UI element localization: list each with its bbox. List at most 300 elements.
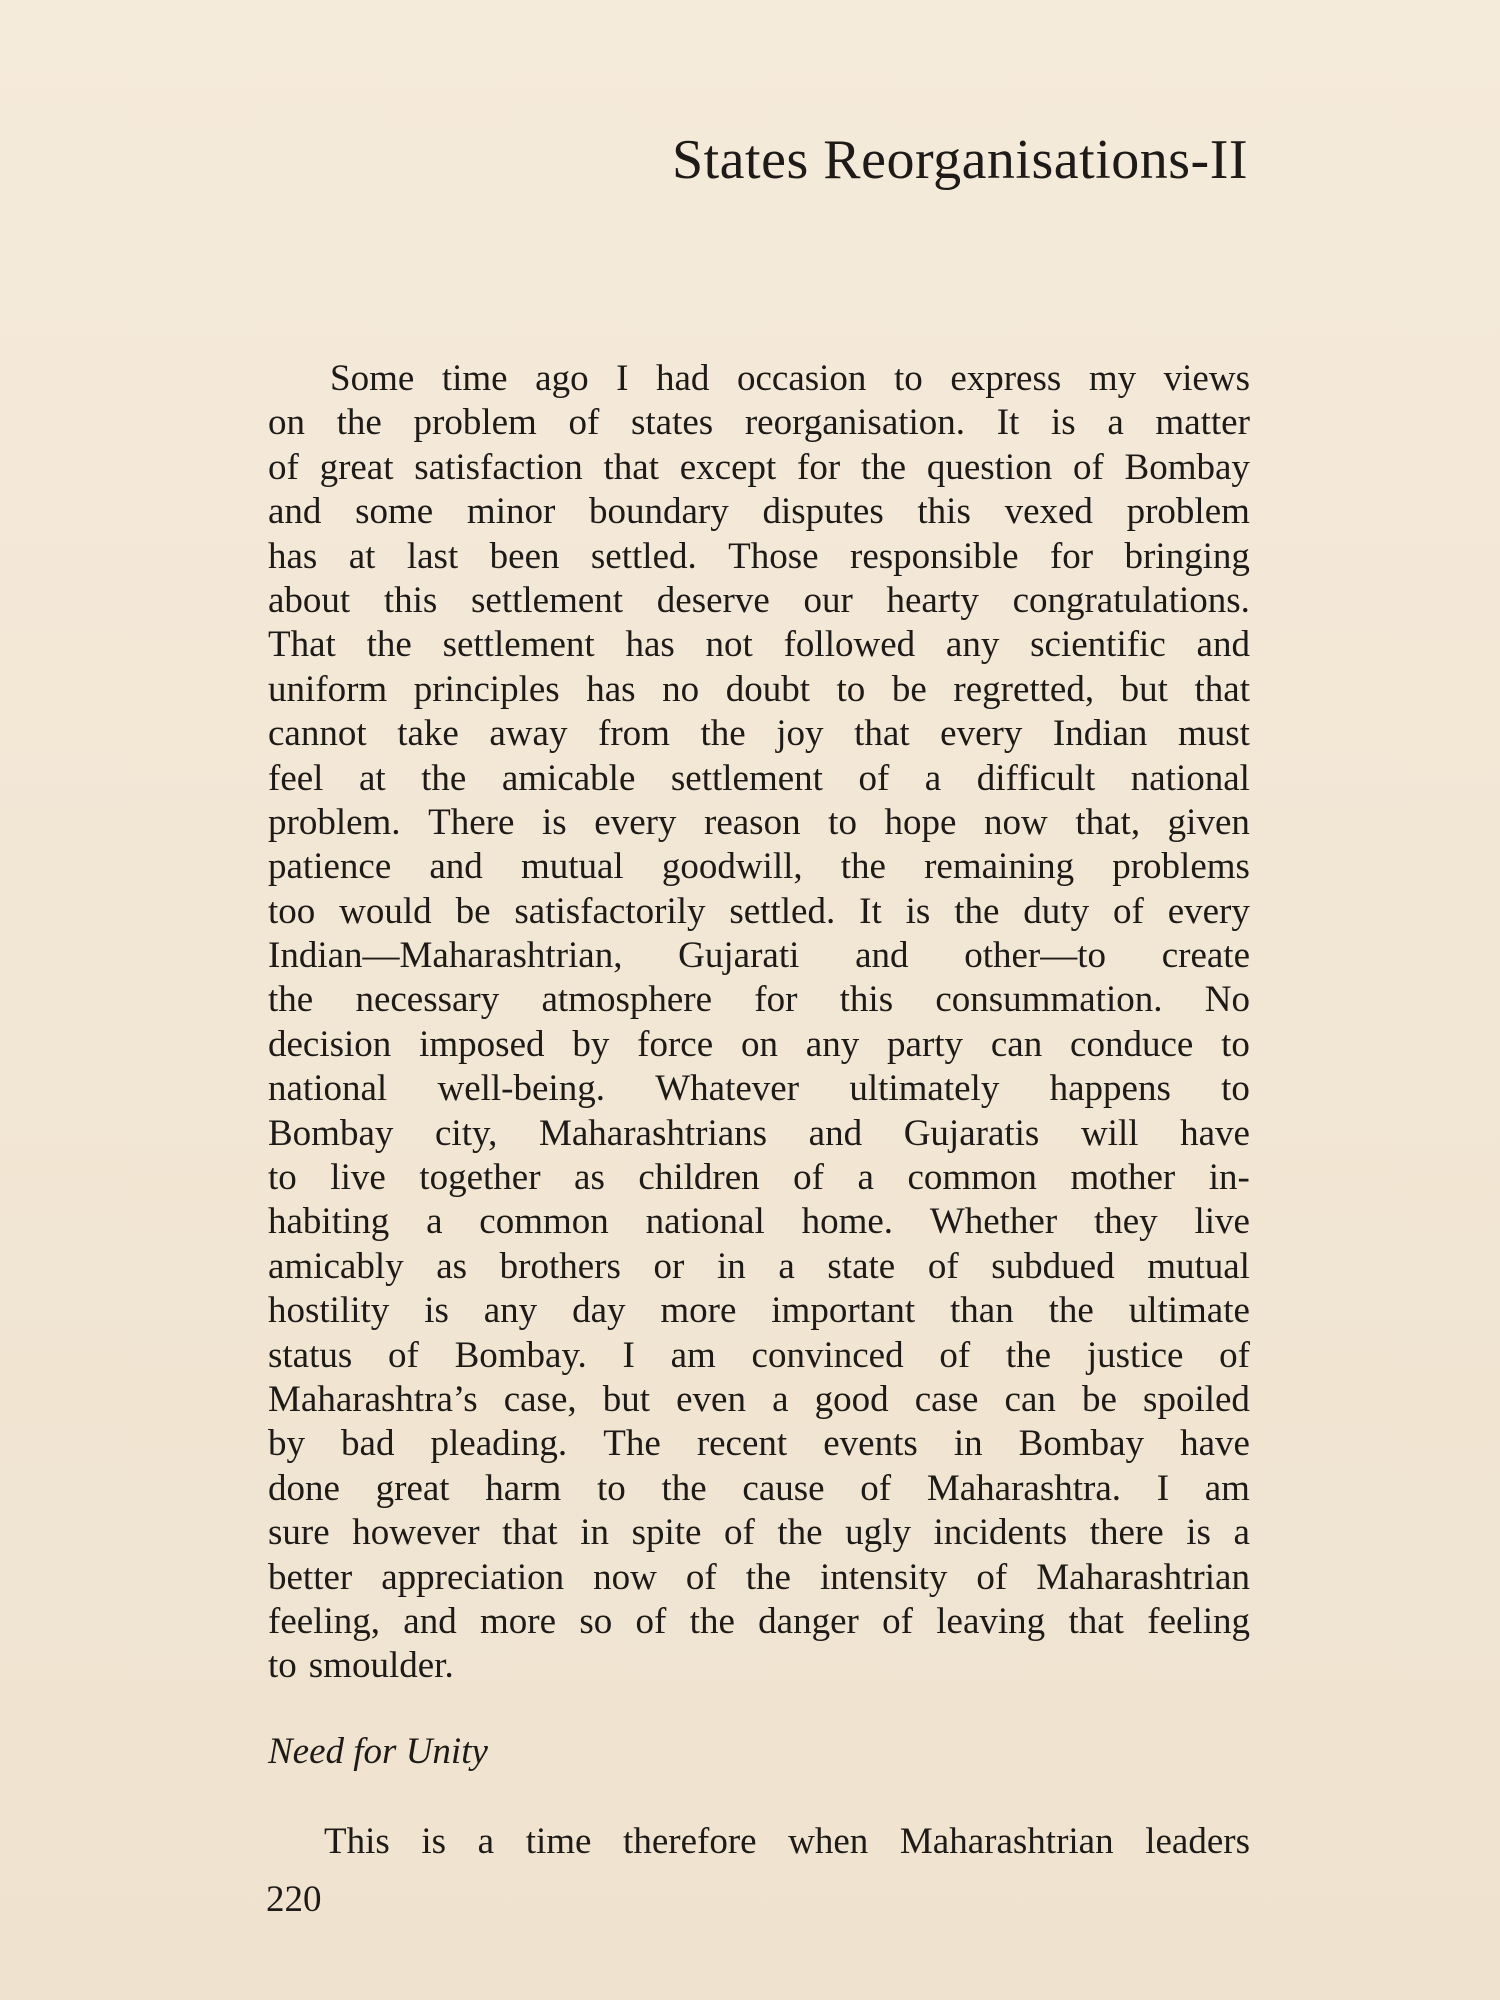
word: the: [1048, 1290, 1094, 1332]
text-line: [268, 1067, 1250, 1111]
word: great: [319, 446, 394, 488]
text-line: [268, 357, 1250, 401]
word: the: [336, 402, 382, 444]
word: and: [855, 935, 909, 977]
word: habiting: [268, 1201, 390, 1243]
word: can: [990, 1023, 1043, 1065]
word: every: [1167, 890, 1250, 932]
word: of: [1112, 890, 1144, 932]
word: away: [489, 713, 568, 755]
word: the: [661, 1467, 707, 1509]
word: that: [502, 1512, 558, 1554]
word: incidents: [933, 1512, 1068, 1554]
word: of: [939, 1334, 971, 1376]
word: is: [1186, 1512, 1211, 1554]
word: more: [480, 1600, 557, 1642]
word: of: [568, 402, 600, 444]
word: of: [685, 1556, 717, 1598]
word: necessary: [355, 979, 500, 1021]
text-line: [268, 1422, 1250, 1466]
word: city,: [435, 1112, 498, 1154]
word: am: [670, 1334, 716, 1376]
section-heading: Need for Unity: [268, 1731, 488, 1772]
word: pleading.: [430, 1423, 568, 1465]
word: It: [996, 402, 1020, 444]
word: in: [716, 1245, 746, 1287]
word: the: [421, 757, 467, 799]
word: the: [860, 446, 907, 488]
word: ultimate: [1128, 1290, 1250, 1332]
text-line: [268, 1820, 1250, 1864]
paragraph-1: [268, 357, 1250, 1689]
word: has: [625, 624, 675, 666]
word: as: [436, 1245, 468, 1287]
word: Gujaratis: [903, 1112, 1040, 1154]
word: of: [927, 1245, 959, 1287]
word: a: [477, 1821, 495, 1862]
word: of: [860, 1467, 892, 1509]
text-line: [268, 1023, 1250, 1067]
word: feeling,: [268, 1600, 380, 1642]
word: national: [645, 1201, 765, 1243]
word: of: [858, 757, 890, 799]
word: bringing: [1124, 535, 1250, 577]
text-line: [268, 845, 1250, 889]
text-line: [268, 1511, 1250, 1555]
word: but: [602, 1378, 651, 1420]
word: than: [950, 1290, 1014, 1332]
word: our: [803, 579, 853, 621]
text-line: [268, 934, 1250, 978]
word: too: [268, 890, 316, 932]
word: Bombay: [268, 1112, 394, 1154]
word: leaders: [1145, 1821, 1250, 1862]
word: events: [823, 1423, 918, 1465]
paragraph-2: [268, 1820, 1250, 1864]
word: occasion: [736, 358, 867, 399]
word: so: [579, 1600, 613, 1642]
word: is: [905, 890, 931, 932]
word: every: [940, 713, 1023, 755]
word: the: [954, 890, 1000, 932]
word: doubt: [725, 668, 810, 710]
word: have: [1180, 1112, 1250, 1154]
word: leaving: [936, 1600, 1046, 1642]
word: a: [778, 1245, 795, 1287]
word: It: [859, 890, 882, 932]
text-line: [268, 1245, 1250, 1289]
word: Indian—Maharashtrian,: [268, 935, 623, 977]
word: The: [603, 1423, 661, 1465]
word: together: [419, 1157, 541, 1199]
word: spite: [631, 1512, 702, 1554]
word: now: [984, 801, 1048, 843]
word: atmosphere: [541, 979, 713, 1021]
word: No: [1204, 979, 1250, 1021]
word: ugly: [845, 1512, 911, 1554]
word: be: [891, 668, 927, 710]
word: amicably: [268, 1245, 404, 1287]
word: Maharashtra’s: [268, 1378, 478, 1420]
word: this: [917, 491, 971, 533]
word: duty: [1023, 890, 1090, 932]
word: home.: [801, 1201, 894, 1243]
word: any: [945, 624, 1000, 666]
word: a: [857, 1157, 874, 1199]
page-title: States Reorganisations-II: [671, 129, 1248, 191]
word: imposed: [419, 1023, 545, 1065]
word: be: [1082, 1378, 1117, 1420]
word: some: [355, 491, 434, 533]
word: satisfaction: [414, 446, 583, 488]
word: of: [1219, 1334, 1250, 1376]
text-line: [268, 712, 1250, 756]
word: bad: [341, 1423, 395, 1465]
word: vexed: [1004, 491, 1093, 533]
word: feel: [268, 757, 324, 799]
word: subdued: [991, 1245, 1115, 1287]
word: Whether: [929, 1201, 1058, 1243]
word: in: [580, 1512, 609, 1554]
word: ago: [535, 358, 589, 399]
word: any: [483, 1290, 538, 1332]
word: followed: [783, 624, 916, 666]
word: goodwill,: [661, 846, 803, 888]
word: problems: [1112, 846, 1250, 888]
word: mother: [1070, 1157, 1176, 1199]
word: more: [660, 1290, 737, 1332]
word: cannot: [268, 713, 367, 755]
word: a: [772, 1378, 789, 1420]
word: last: [406, 535, 459, 577]
text-line: [268, 1334, 1250, 1378]
text-line: [268, 579, 1250, 623]
word: disputes: [762, 491, 884, 533]
word: a: [1107, 402, 1124, 444]
word: views: [1163, 358, 1250, 399]
word: mutual: [1147, 1245, 1250, 1287]
word: harm: [485, 1467, 562, 1509]
word: other—to: [964, 935, 1107, 977]
word: Gujarati: [678, 935, 800, 977]
word: to: [268, 1645, 297, 1687]
word: by: [268, 1423, 305, 1465]
word: for: [1049, 535, 1094, 577]
word: happens: [1049, 1068, 1171, 1110]
word: there: [1089, 1512, 1164, 1554]
word: my: [1088, 358, 1137, 399]
text-line: [268, 1556, 1250, 1600]
text-line: [268, 1644, 1250, 1688]
word: is: [424, 1290, 449, 1332]
text-line: [268, 1112, 1250, 1156]
word: Maharashtra.: [926, 1467, 1121, 1509]
word: of: [388, 1334, 419, 1376]
word: except: [679, 446, 777, 488]
word: to: [893, 358, 923, 399]
word: of: [793, 1157, 824, 1199]
word: Some: [330, 358, 415, 399]
word: or: [653, 1245, 685, 1287]
word: difficult: [976, 757, 1096, 799]
word: case,: [503, 1378, 577, 1420]
word: good: [814, 1378, 889, 1420]
word: that: [603, 446, 659, 488]
text-line: [268, 1600, 1250, 1644]
word: take: [397, 713, 459, 755]
word: has: [586, 668, 636, 710]
word: that: [854, 713, 910, 755]
word: to: [268, 1157, 297, 1199]
text-line: [268, 1156, 1250, 1200]
word: I: [1156, 1467, 1170, 1509]
word: have: [1180, 1423, 1250, 1465]
word: of: [635, 1600, 667, 1642]
word: states: [630, 402, 714, 444]
word: settled.: [729, 890, 836, 932]
word: Those: [728, 535, 819, 577]
word: has: [268, 535, 318, 577]
word: a: [1233, 1512, 1250, 1554]
word: must: [1178, 713, 1250, 755]
word: minor: [466, 491, 556, 533]
word: however: [352, 1512, 480, 1554]
word: about: [268, 579, 351, 621]
word: not: [705, 624, 753, 666]
word: uniform: [268, 668, 388, 710]
word: in: [953, 1423, 983, 1465]
word: hope: [884, 801, 957, 843]
word: that: [1068, 1600, 1124, 1642]
word: of: [724, 1512, 755, 1554]
word: boundary: [589, 491, 729, 533]
word: Maharashtrians: [538, 1112, 768, 1154]
word: and: [808, 1112, 863, 1154]
text-line: [268, 668, 1250, 712]
word: better: [268, 1556, 353, 1598]
word: Indian: [1052, 713, 1148, 755]
word: by: [572, 1023, 610, 1065]
word: of: [976, 1556, 1008, 1598]
text-line: [268, 535, 1250, 579]
word: time: [441, 358, 508, 399]
word: great: [375, 1467, 450, 1509]
word: on: [740, 1023, 778, 1065]
word: Maharashtrian: [1036, 1556, 1250, 1598]
word: to: [1221, 1068, 1250, 1110]
word: mutual: [520, 846, 624, 888]
word: now: [593, 1556, 657, 1598]
word: and: [268, 491, 322, 533]
word: satisfactorily: [514, 890, 706, 932]
word: national: [1130, 757, 1250, 799]
word: at: [358, 757, 386, 799]
word: this: [383, 579, 438, 621]
word: for: [797, 446, 841, 488]
word: intensity: [819, 1556, 948, 1598]
word: national: [268, 1068, 388, 1110]
word: well-being.: [437, 1068, 605, 1110]
word: recent: [696, 1423, 788, 1465]
word: is: [421, 1821, 447, 1862]
word: the: [745, 1556, 791, 1598]
word: the: [840, 846, 886, 888]
word: and: [403, 1600, 457, 1642]
word: to: [836, 668, 866, 710]
text-line: [268, 1289, 1250, 1333]
word: this: [839, 979, 894, 1021]
word: spoiled: [1143, 1378, 1250, 1420]
word: reason: [704, 801, 801, 843]
word: Maharashtrian: [899, 1821, 1114, 1862]
word: patience: [268, 846, 392, 888]
word: would: [339, 890, 432, 932]
word: Bombay.: [454, 1334, 587, 1376]
word: remaining: [924, 846, 1075, 888]
word: time: [525, 1821, 592, 1862]
word: sure: [268, 1512, 330, 1554]
word: feeling: [1147, 1600, 1250, 1642]
word: of: [1072, 446, 1104, 488]
word: regretted,: [953, 668, 1095, 710]
text-line: [268, 978, 1250, 1022]
text-line: [268, 801, 1250, 845]
word: any: [805, 1023, 860, 1065]
word: in-: [1208, 1157, 1250, 1199]
word: to: [597, 1467, 626, 1509]
word: the: [268, 979, 314, 1021]
word: am: [1204, 1467, 1250, 1509]
word: the: [1005, 1334, 1052, 1376]
word: the: [700, 713, 746, 755]
word: be: [455, 890, 491, 932]
text-line: [268, 401, 1250, 445]
word: amicable: [501, 757, 636, 799]
word: settlement: [471, 579, 624, 621]
word: matter: [1155, 402, 1250, 444]
word: common: [907, 1157, 1037, 1199]
word: of: [268, 446, 299, 488]
word: the: [689, 1600, 735, 1642]
word: will: [1080, 1112, 1139, 1154]
word: create: [1161, 935, 1250, 977]
word: children: [638, 1157, 760, 1199]
word: of: [882, 1600, 913, 1642]
word: congratulations.: [1012, 579, 1250, 621]
word: Bombay: [1124, 446, 1250, 488]
word: but: [1120, 668, 1168, 710]
text-line: [268, 623, 1250, 667]
word: no: [662, 668, 700, 710]
word: I: [616, 358, 629, 399]
word: hostility: [268, 1290, 390, 1332]
word: problem: [413, 402, 537, 444]
word: consummation.: [935, 979, 1163, 1021]
word: status: [268, 1334, 353, 1376]
word: that: [1194, 668, 1250, 710]
word: problem.: [268, 801, 401, 843]
word: ultimately: [849, 1068, 1000, 1110]
text-line: [268, 1200, 1250, 1244]
word: appreciation: [381, 1556, 565, 1598]
word: to: [828, 801, 857, 843]
word: on: [268, 402, 305, 444]
word: for: [754, 979, 798, 1021]
word: and: [429, 846, 483, 888]
word: state: [827, 1245, 896, 1287]
text-line: [268, 1467, 1250, 1511]
word: given: [1167, 801, 1250, 843]
word: a: [426, 1201, 443, 1243]
word: is: [1050, 402, 1076, 444]
word: hearty: [886, 579, 979, 621]
word: is: [542, 801, 567, 843]
word: been: [489, 535, 560, 577]
word: party: [887, 1023, 964, 1065]
word: brothers: [499, 1245, 621, 1287]
word: responsible: [850, 535, 1019, 577]
word: from: [598, 713, 670, 755]
word: and: [1196, 624, 1250, 666]
word: deserve: [656, 579, 770, 621]
word: had: [656, 358, 710, 399]
word: when: [788, 1821, 869, 1862]
word: live: [330, 1157, 386, 1199]
word: problem: [1126, 491, 1250, 533]
word: that,: [1075, 801, 1141, 843]
word: express: [950, 358, 1062, 399]
word: This: [324, 1821, 390, 1862]
word: to: [1221, 1023, 1250, 1065]
word: they: [1093, 1201, 1158, 1243]
word: cause: [742, 1467, 825, 1509]
word: Bombay: [1018, 1423, 1145, 1465]
word: done: [268, 1467, 340, 1509]
page-number: 220: [266, 1879, 322, 1920]
text-line: [268, 490, 1250, 534]
word: scientific: [1030, 624, 1166, 666]
word: common: [479, 1201, 609, 1243]
text-line: [268, 890, 1250, 934]
word: settlement: [442, 624, 595, 666]
word: convinced: [751, 1334, 904, 1376]
word: at: [348, 535, 376, 577]
word: force: [637, 1023, 714, 1065]
word: settled.: [590, 535, 697, 577]
word: Whatever: [655, 1068, 800, 1110]
word: justice: [1086, 1334, 1184, 1376]
word: a: [924, 757, 942, 799]
word: I: [622, 1334, 635, 1376]
word: settlement: [670, 757, 823, 799]
word: smoulder.: [308, 1645, 454, 1687]
word: therefore: [623, 1821, 757, 1862]
text-line: [268, 1378, 1250, 1422]
word: every: [594, 801, 677, 843]
word: That: [268, 624, 336, 666]
word: important: [771, 1290, 916, 1332]
word: live: [1194, 1201, 1250, 1243]
word: conduce: [1070, 1023, 1194, 1065]
word: case: [914, 1378, 979, 1420]
word: joy: [776, 713, 824, 755]
word: reorganisation.: [744, 402, 966, 444]
word: the: [366, 624, 412, 666]
word: question: [926, 446, 1053, 488]
word: day: [572, 1290, 626, 1332]
word: even: [676, 1378, 746, 1420]
word: danger: [758, 1600, 859, 1642]
